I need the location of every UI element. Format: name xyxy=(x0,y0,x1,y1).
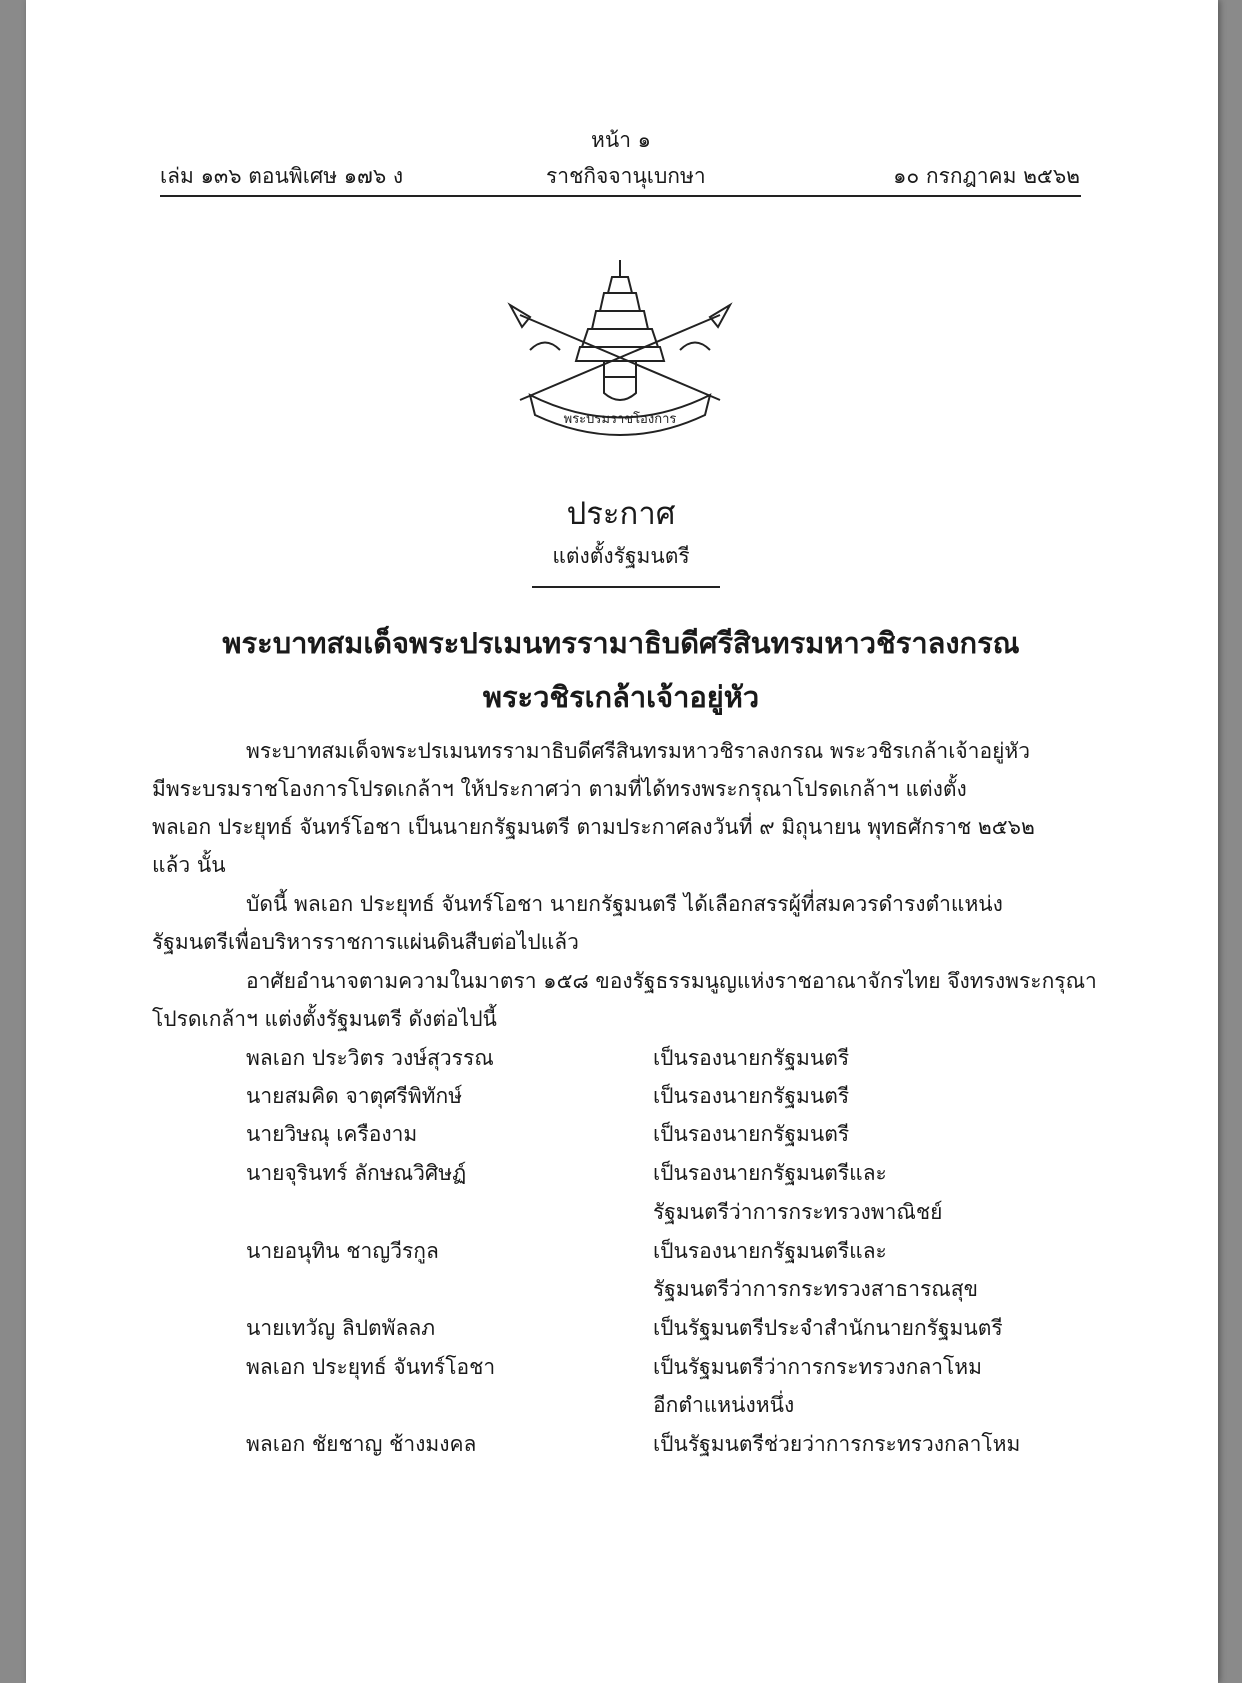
appointee-position-continued: รัฐมนตรีว่าการกระทรวงพาณิชย์ xyxy=(653,1200,943,1224)
appointee-position-continued: อีกตำแหน่งหนึ่ง xyxy=(653,1393,795,1417)
announcement-title: ประกาศ xyxy=(566,496,676,532)
gazette-header xyxy=(160,160,1080,190)
paragraph-1-line-2: มีพระบรมราชโองการโปรดเกล้าฯ ให้ประกาศว่า ตามที่ได้ทรงพระกรุณาโปรดเกล้าฯ แต่งตั้ง xyxy=(152,777,967,801)
appointee-position: เป็นรัฐมนตรีช่วยว่าการกระทรวงกลาโหม xyxy=(653,1432,1021,1456)
king-name-line-2: พระวชิรเกล้าเจ้าอยู่หัว xyxy=(482,680,760,714)
paragraph-3-line-1: อาศัยอำนาจตามความในมาตรา ๑๕๘ ของรัฐธรรมนูญแห่งราชอาณาจักรไทย จึงทรงพระกรุณา xyxy=(246,969,1097,993)
emblem-inscription: พระบรมราชโองการ xyxy=(563,412,677,427)
appointee-position: เป็นรองนายกรัฐมนตรี xyxy=(653,1084,850,1108)
appointee-position: เป็นรองนายกรัฐมนตรี xyxy=(653,1046,850,1070)
appointee-position: เป็นรัฐมนตรีว่าการกระทรวงกลาโหม xyxy=(653,1355,982,1379)
paragraph-1-line-1: พระบาทสมเด็จพระปรเมนทรรามาธิบดีศรีสินทรมหาวชิราลงกรณ พระวชิรเกล้าเจ้าอยู่หัว xyxy=(246,739,1031,763)
appointee-name: นายเทวัญ ลิปตพัลลภ xyxy=(246,1316,436,1340)
royal-garuda-emblem-icon xyxy=(500,255,740,440)
title-divider xyxy=(532,586,720,588)
appointee-position: เป็นรองนายกรัฐมนตรีและ xyxy=(653,1161,887,1185)
king-name-line-1: พระบาทสมเด็จพระปรเมนทรรามาธิบดีศรีสินทรมหาวชิราลงกรณ xyxy=(222,626,1020,660)
volume-issue: เล่ม ๑๓๖ ตอนพิเศษ ๑๗๖ ง xyxy=(160,164,404,188)
announcement-subtitle: แต่งตั้งรัฐมนตรี xyxy=(552,544,690,568)
paragraph-1-line-4: แล้ว นั้น xyxy=(152,853,226,877)
appointee-position: เป็นรองนายกรัฐมนตรี xyxy=(653,1122,850,1146)
appointee-position: เป็นรองนายกรัฐมนตรีและ xyxy=(653,1239,887,1263)
paragraph-2-line-1: บัดนี้ พลเอก ประยุทธ์ จันทร์โอชา นายกรัฐมนตรี ได้เลือกสรรผู้ที่สมควรดำรงตำแหน่ง xyxy=(246,892,1003,916)
paragraph-1-line-3: พลเอก ประยุทธ์ จันทร์โอชา เป็นนายกรัฐมนตรี ตามประกาศลงวันที่ ๙ มิถุนายน พุทธศักราช ๒๕๖๒ xyxy=(152,815,1035,839)
appointee-name: นายวิษณุ เครืองาม xyxy=(246,1122,418,1146)
appointee-name: พลเอก ชัยชาญ ช้างมงคล xyxy=(246,1432,477,1456)
publication-date: ๑๐ กรกฎาคม ๒๕๖๒ xyxy=(893,164,1080,188)
gazette-name: ราชกิจจานุเบกษา xyxy=(546,164,706,188)
appointee-position: เป็นรัฐมนตรีประจำสำนักนายกรัฐมนตรี xyxy=(653,1316,1003,1340)
appointee-name: นายจุรินทร์ ลักษณวิศิษฏ์ xyxy=(246,1161,467,1185)
appointee-name: พลเอก ประวิตร วงษ์สุวรรณ xyxy=(246,1046,494,1070)
page-number: หน้า ๑ xyxy=(591,128,651,152)
appointee-position-continued: รัฐมนตรีว่าการกระทรวงสาธารณสุข xyxy=(653,1277,978,1301)
appointee-name: พลเอก ประยุทธ์ จันทร์โอชา xyxy=(246,1355,496,1379)
appointee-name: นายสมคิด จาตุศรีพิทักษ์ xyxy=(246,1084,463,1108)
paragraph-3-line-2: โปรดเกล้าฯ แต่งตั้งรัฐมนตรี ดังต่อไปนี้ xyxy=(152,1007,497,1031)
paragraph-2-line-2: รัฐมนตรีเพื่อบริหารราชการแผ่นดินสืบต่อไปแล้ว xyxy=(152,930,579,954)
appointee-name: นายอนุทิน ชาญวีรกูล xyxy=(246,1239,439,1263)
header-divider xyxy=(160,195,1081,197)
